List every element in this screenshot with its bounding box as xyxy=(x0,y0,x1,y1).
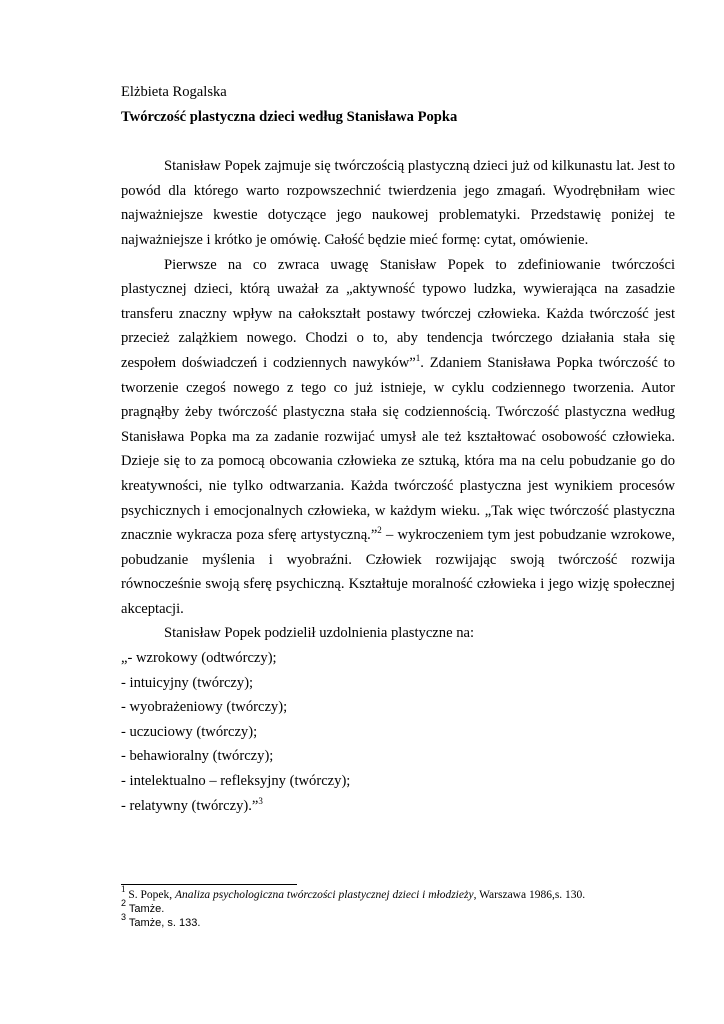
list-item-text: - relatywny (twórczy).” xyxy=(121,797,259,814)
footnote-text: Tamże. xyxy=(128,903,165,915)
footnote-ref-1[interactable]: 1 xyxy=(415,352,421,363)
footnotes xyxy=(121,884,675,930)
list-item: - wyobrażeniowy (twórczy); xyxy=(121,699,288,716)
footnote-text: S. Popek, xyxy=(128,889,176,901)
abilities-list xyxy=(121,646,675,818)
footnote-book-title: Analiza psychologiczna twórczości plastycznej dzieci i młodzieży xyxy=(175,889,474,901)
list-item: - behawioralny (twórczy); xyxy=(121,748,274,765)
title-spacing xyxy=(121,129,675,154)
list-item: - uczuciowy (twórczy); xyxy=(121,723,258,740)
footnote-number: 2 xyxy=(121,898,127,908)
author-name: Elżbieta Rogalska xyxy=(121,84,227,100)
footnote-1 xyxy=(121,884,675,902)
list-item: - intelektualno – refleksyjny (twórczy); xyxy=(121,773,351,790)
footnote-text: Tamże, s. 133. xyxy=(128,917,201,929)
paragraph-2 xyxy=(121,253,675,622)
paragraph-2-part-c: – wykroczeniem tym jest pobudzanie wzrokowe, pobudzanie myślenia i wyobraźni. Człowiek rozwijając swoją twórczość rozwija równocześnie swoją sferę psychiczną. Kształtuje moralność człowieka i jego wizję społecznej akceptacji. xyxy=(121,527,675,617)
paragraph-1: Stanisław Popek zajmuje się twórczością plastyczną dzieci już od kilkunastu lat. Jest to powód dla którego warto rozpowszechnić twierdzenia jego zmagań. Wyodrębniłam wiec najważniejsze kwestie dotyczące jego naukowej problematyki. Przedstawię poniżej te najważniejsze i krótko je omówię. Całość będzie mieć formę: cytat, omówienie. xyxy=(121,158,675,248)
footnote-ref-3[interactable]: 3 xyxy=(258,795,263,806)
footnote-ref-2[interactable]: 2 xyxy=(377,525,382,536)
footnote-2 xyxy=(121,898,675,916)
footnote-number: 1 xyxy=(121,884,126,894)
document-body xyxy=(121,80,675,818)
list-item: „- wzrokowy (odtwórczy); xyxy=(121,650,277,667)
paragraph-2-part-b: . Zdaniem Stanisława Popka twórczość to tworzenie czegoś nowego z tego co już istnieje, w cyklu codziennego tworzenia. Autor pragnąłby żeby twórczość plastyczna stała się codziennością. Twórczość plastyczna według Stanisława Popka ma za zadanie rozwijać umysł ale też kształtować osobowość człowieka. Dzieje się to za pomocą obcowania człowieka ze sztuką, która ma na celu pobudzanie go do kreatywności, nie tylko odtwarzania. Każda twórczość plastyczna jest wynikiem procesów psychicznych i emocjonalnych człowieka, w każdym wieku. „Tak więc twórczość plastyczna znacznie wykracza poza sferę artystyczną.” xyxy=(121,354,675,544)
footnote-divider xyxy=(121,884,297,885)
list-item: - intuicyjny (twórczy); xyxy=(121,674,254,691)
footnote-number: 3 xyxy=(121,912,127,922)
footnote-text: , Warszawa 1986,s. 130. xyxy=(473,889,586,901)
list-item xyxy=(121,794,675,819)
paragraph-3: Stanisław Popek podzielił uzdolnienia plastyczne na: xyxy=(164,625,475,642)
footnote-3 xyxy=(121,912,675,930)
paragraph-2-part-a: Pierwsze na co zwraca uwagę Stanisław Popek to zdefiniowanie twórczości plastycznej dzieci, którą uważał za „aktywność typowo ludzka, wywierająca na zasadzie transferu znaczny wpływ na całokształt postawy twórczej człowieka. Każda twórczość jest przecież zalążkiem nowego. Chodzi o to, aby tendencja twórczego działania stała się zespołem doświadczeń i codziennych nawyków” xyxy=(121,256,675,371)
document-title: Twórczość plastyczna dzieci według Stanisława Popka xyxy=(121,108,458,125)
